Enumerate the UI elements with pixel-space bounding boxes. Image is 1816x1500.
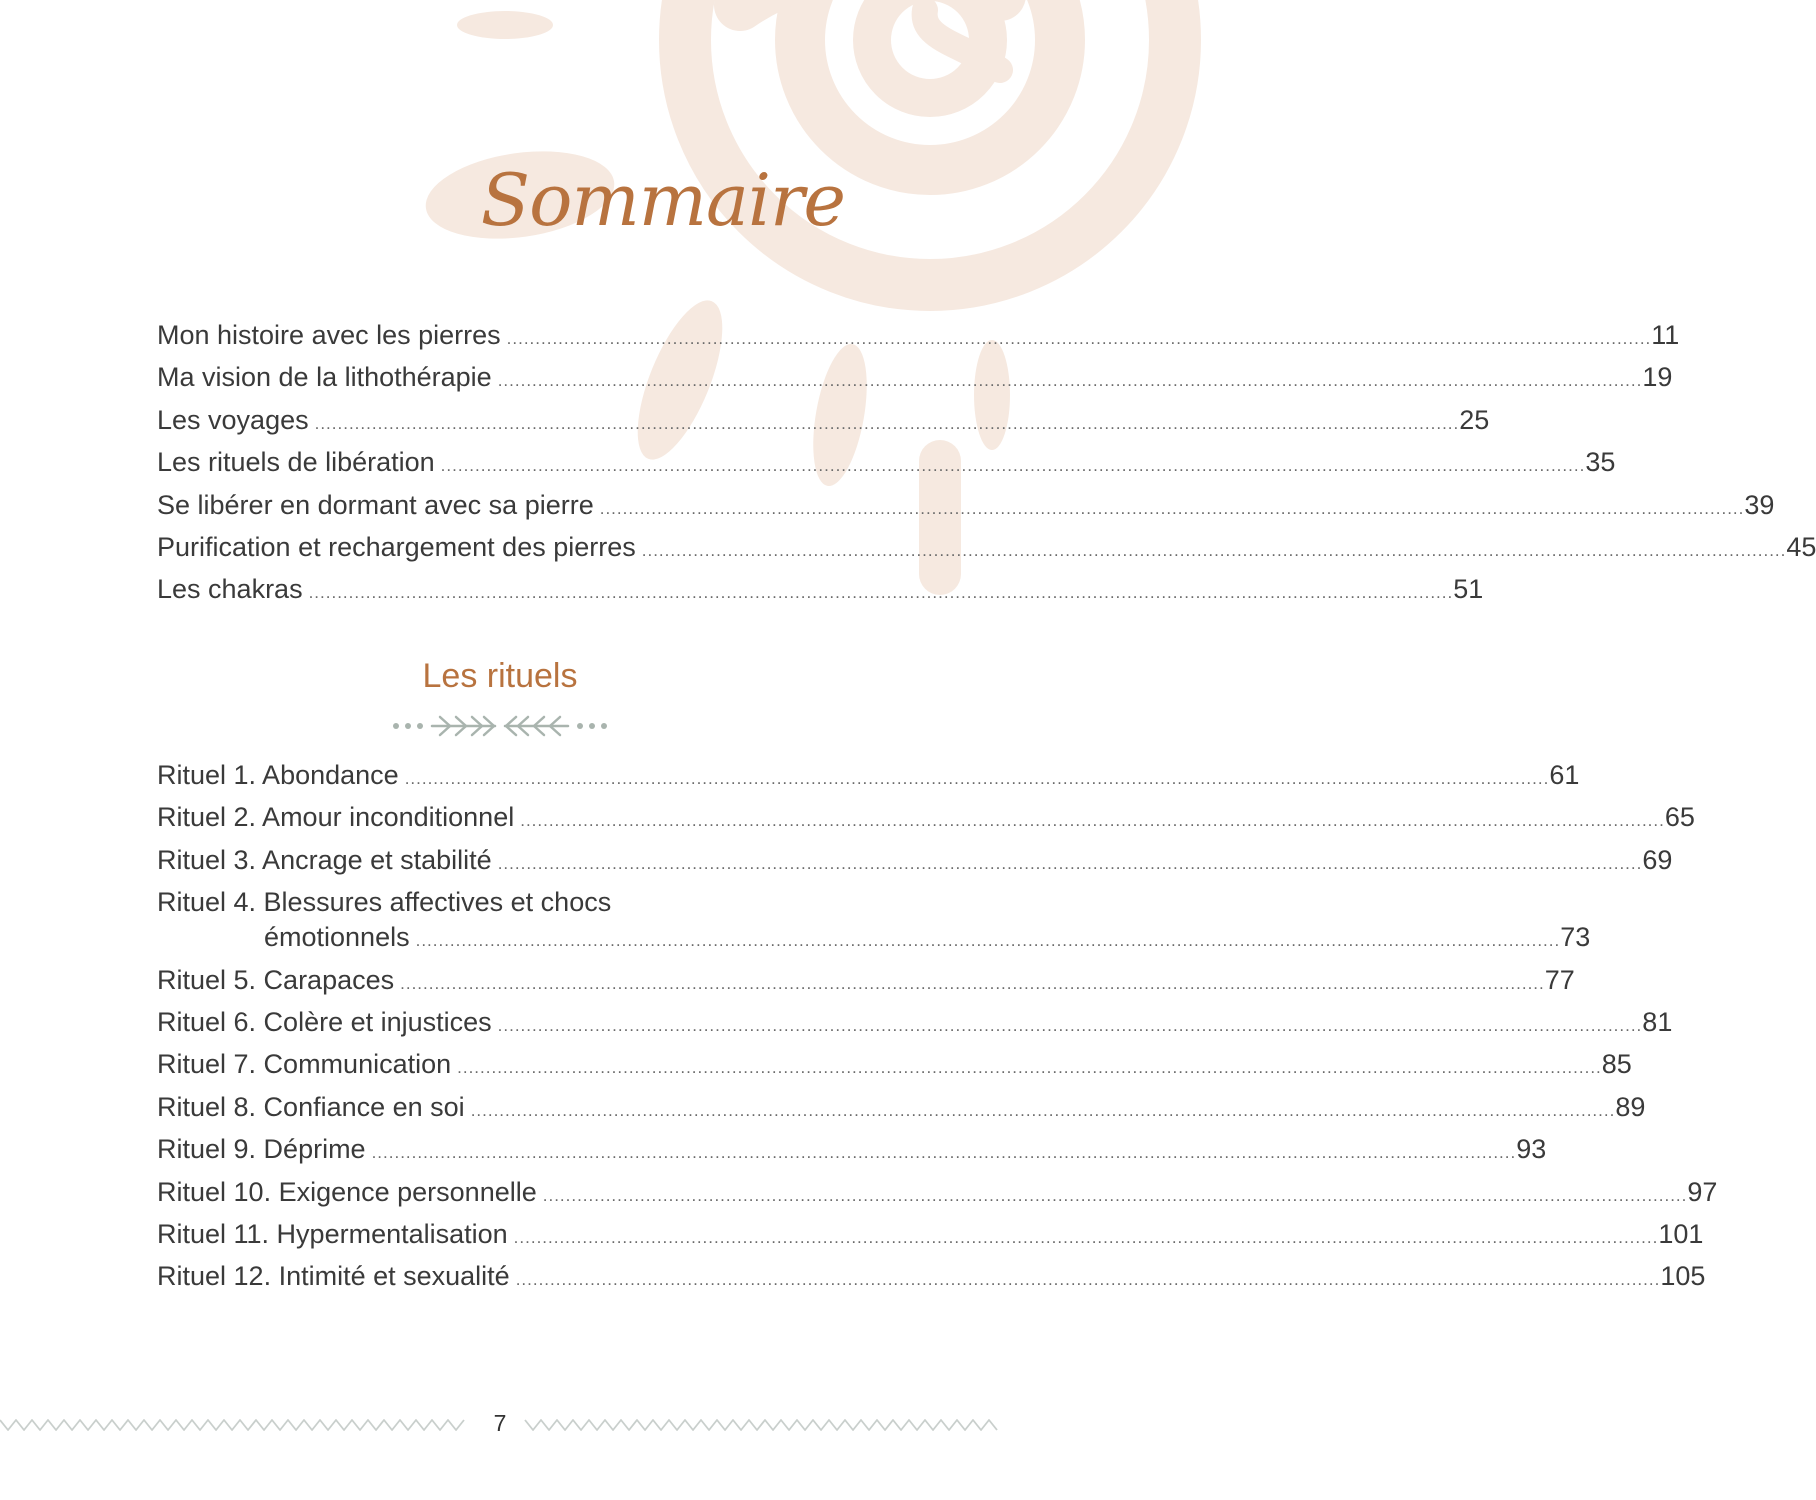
toc-entry	[157, 1218, 1704, 1261]
toc-entry-label: Rituel 5. Carapaces	[157, 964, 395, 995]
dot-leader: ........................................................................................................................................................................................................	[542, 1185, 1688, 1205]
toc-entry-page: 77	[1544, 964, 1575, 995]
toc-entry-label: Rituel 6. Colère et injustices	[157, 1006, 492, 1037]
toc-entry	[157, 362, 1673, 404]
dot-leader: ........................................................................................................................................................................................................	[371, 1143, 1517, 1163]
toc-entry	[157, 1091, 1646, 1134]
toc-entry	[157, 844, 1673, 887]
toc-entry-label: Rituel 7. Communication	[157, 1049, 452, 1080]
toc-entry	[157, 1176, 1718, 1219]
toc-entry	[157, 887, 842, 922]
dot-leader: ........................................................................................................................................................................................................	[440, 456, 1586, 476]
zigzag-border-icon	[525, 1414, 1000, 1436]
dot-leader: ........................................................................................................................................................................................................	[314, 413, 1460, 433]
toc-entry-label: Rituel 2. Amour inconditionnel	[157, 802, 515, 833]
toc-entry-page: 101	[1658, 1218, 1704, 1249]
toc-entry-label: Rituel 9. Déprime	[157, 1134, 366, 1165]
toc-entry	[157, 320, 1680, 362]
toc-entry-page: 19	[1642, 362, 1673, 393]
section-title: Les rituels	[422, 657, 578, 695]
toc-entry-page: 73	[1560, 922, 1591, 953]
page-number: 7	[493, 1410, 507, 1436]
dot-leader: ........................................................................................................................................................................................................	[515, 1270, 1661, 1290]
toc-entry-label: Les chakras	[157, 574, 303, 605]
toc-rituels	[157, 760, 1718, 1304]
dot-leader: ........................................................................................................................................................................................................	[520, 811, 1665, 831]
toc-entry	[157, 574, 1484, 616]
toc-entry-page: 11	[1651, 320, 1680, 350]
dot-leader: ........................................................................................................................................................................................................	[404, 769, 1550, 788]
toc-entry-page: 61	[1549, 760, 1580, 790]
toc-entry-page: 69	[1642, 844, 1673, 875]
toc-entry	[157, 447, 1616, 489]
toc-entry	[157, 964, 1575, 1007]
toc-entry-page: 93	[1516, 1134, 1547, 1165]
toc-entry-label: Rituel 10. Exigence personnelle	[157, 1176, 537, 1207]
toc-entry-label: Se libérer en dormant avec sa pierre	[157, 489, 594, 520]
toc-entry-page: 25	[1459, 404, 1490, 435]
dot-leader: ........................................................................................................................................................................................................	[506, 329, 1652, 348]
dot-leader: ........................................................................................................................................................................................................	[497, 371, 1643, 391]
toc-entry-label: Mon histoire avec les pierres	[157, 320, 501, 350]
dot-leader: ........................................................................................................................................................................................................	[400, 973, 1545, 993]
toc-entry-page: 39	[1744, 489, 1775, 520]
toc-entry-page: 35	[1585, 447, 1616, 478]
toc-entry-continuation	[157, 922, 1591, 964]
toc-entry-page: 81	[1642, 1006, 1673, 1037]
dot-leader: ........................................................................................................................................................................................................	[641, 540, 1787, 560]
toc-entry-label: Rituel 1. Abondance	[157, 760, 399, 790]
toc-entry	[157, 1261, 1706, 1303]
dot-leader: ........................................................................................................................................................................................................	[470, 1100, 1616, 1120]
dot-leader: ........................................................................................................................................................................................................	[415, 931, 1561, 951]
toc-entry-page: 97	[1687, 1176, 1718, 1207]
toc-entry	[157, 802, 1695, 844]
toc-entry-label: Purification et rechargement des pierres	[157, 531, 636, 562]
toc-entry	[157, 404, 1490, 447]
toc-entry-label: Rituel 4. Blessures affectives et chocs	[157, 887, 612, 918]
toc-entry-label: émotionnels	[264, 922, 410, 953]
toc-entry-label: Les rituels de libération	[157, 447, 435, 478]
dot-leader: ........................................................................................................................................................................................................	[599, 498, 1745, 518]
toc-entry-label: Ma vision de la lithothérapie	[157, 362, 492, 393]
toc-entry-page: 65	[1664, 802, 1695, 833]
dot-leader: ........................................................................................................................................................................................................	[513, 1227, 1659, 1247]
page-title: Sommaire	[480, 158, 845, 242]
arrow-ornament-icon	[390, 711, 610, 741]
dot-leader: ........................................................................................................................................................................................................	[457, 1058, 1602, 1078]
toc-entry	[157, 531, 1816, 574]
toc-entry	[157, 1006, 1673, 1049]
toc-entry-page: 45	[1786, 531, 1816, 562]
toc-entry	[157, 760, 1580, 802]
toc-intro	[157, 320, 1816, 617]
toc-entry	[157, 1134, 1547, 1176]
toc-entry-label: Rituel 8. Confiance en soi	[157, 1091, 465, 1122]
toc-entry-page: 85	[1601, 1049, 1632, 1080]
toc-entry-label: Les voyages	[157, 404, 309, 435]
toc-entry-page: 105	[1660, 1261, 1706, 1292]
zigzag-border-icon	[0, 1414, 475, 1436]
toc-entry	[157, 489, 1775, 532]
dot-leader: ........................................................................................................................................................................................................	[497, 853, 1643, 873]
toc-entry-label: Rituel 3. Ancrage et stabilité	[157, 844, 492, 875]
toc-entry-label: Rituel 12. Intimité et sexualité	[157, 1261, 510, 1292]
toc-entry-page: 51	[1453, 574, 1484, 605]
dot-leader: ........................................................................................................................................................................................................	[308, 583, 1454, 603]
toc-entry-page: 89	[1615, 1091, 1646, 1122]
toc-entry	[157, 1049, 1632, 1091]
dot-leader: ........................................................................................................................................................................................................	[497, 1015, 1643, 1035]
toc-entry-label: Rituel 11. Hypermentalisation	[157, 1218, 508, 1249]
